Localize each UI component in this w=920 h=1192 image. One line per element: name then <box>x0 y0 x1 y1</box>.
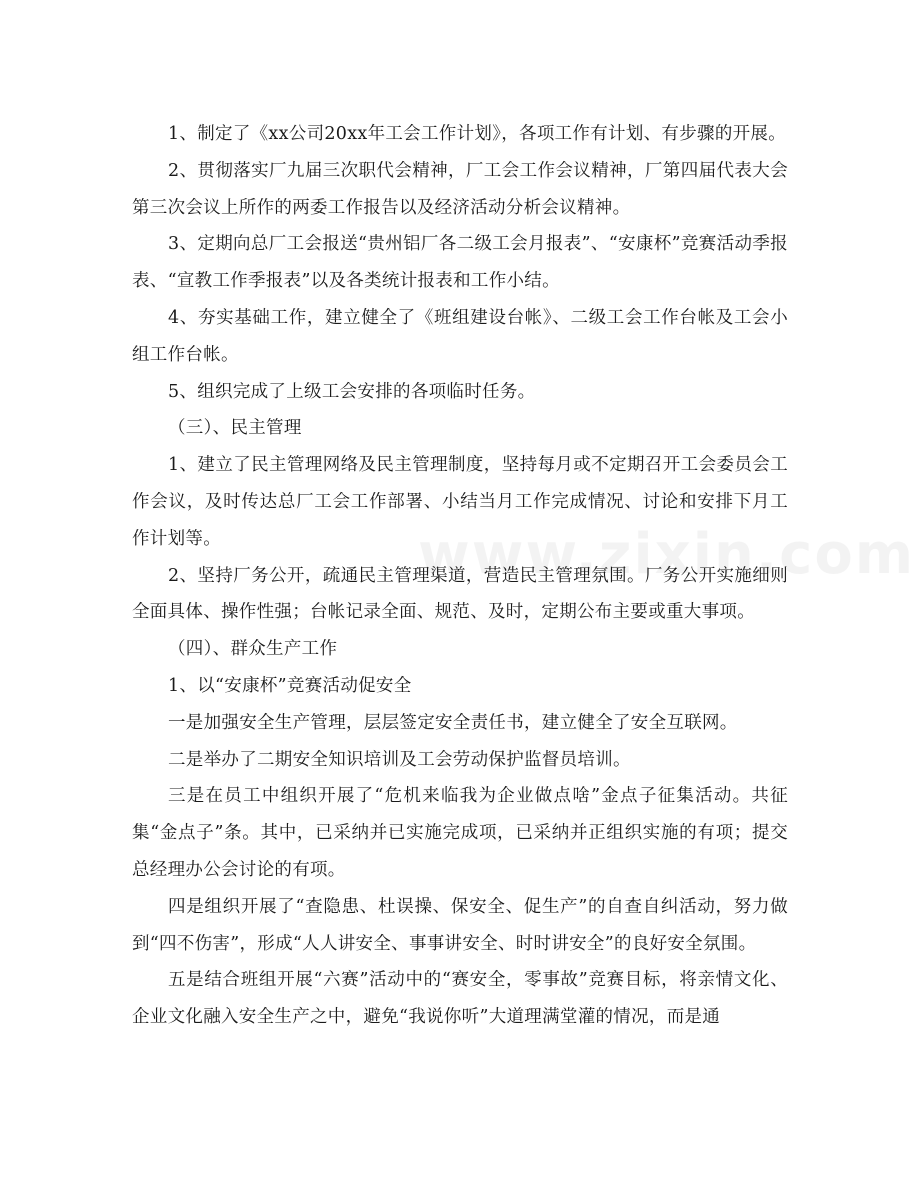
paragraph-2: 2、贯彻落实厂九届三次职代会精神，厂工会工作会议精神，厂第四届代表大会第三次会议上所作的两委工作报告以及经济活动分析会议精神。 <box>132 160 788 218</box>
paragraph-6: 1、建立了民主管理网络及民主管理制度，坚持每月或不定期召开工会委员会工作会议，及时传达总厂工会工作部署、小结当月工作完成情况、讨论和安排下月工作计划等。 <box>132 455 788 549</box>
paragraph-12: 四是组织开展了“查隐患、杜误操、保安全、促生产”的自查自纠活动，努力做到“四不伤害”，形成“人人讲安全、事事讲安全、时时讲安全”的良好安全氛围。 <box>132 896 788 954</box>
paragraph-10: 二是举办了二期安全知识培训及工会劳动保护监督员培训。 <box>168 749 631 770</box>
paragraph-1: 1、制定了《xx公司20xx年工会工作计划》，各项工作有计划、有步骤的开展。 <box>168 124 787 144</box>
paragraph-3: 3、定期向总厂工会报送“贵州铝厂各二级工会月报表”、“安康杯”竞赛活动季报表、“宣教工作季报表”以及各类统计报表和工作小结。 <box>132 234 788 292</box>
paragraph-13: 五是结合班组开展“六赛”活动中的“赛安全，零事故”竞赛目标，将亲情文化、企业文化融入安全生产之中，避免“我说你听”大道理满堂灌的情况，而是通 <box>132 970 788 1028</box>
paragraph-4: 4、夯实基础工作，建立健全了《班组建设台帐》、二级工会工作台帐及工会小组工作台帐。 <box>132 307 788 365</box>
paragraph-11: 三是在员工中组织开展了“危机来临我为企业做点啥”金点子征集活动。共征集“金点子”条。其中，已采纳并已实施完成项，已采纳并正组织实施的有项；提交总经理办公会讨论的有项。 <box>132 786 788 880</box>
paragraph-7: 2、坚持厂务公开，疏通民主管理渠道，营造民主管理氛围。厂务公开实施细则全面具体、操作性强；台帐记录全面、规范、及时，定期公布主要或重大事项。 <box>132 565 788 623</box>
paragraph-8: 1、以“安康杯”竞赛活动促安全 <box>168 675 412 696</box>
section-heading-mass-production: （四）、群众生产工作 <box>168 639 338 660</box>
paragraph-9: 一是加强安全生产管理，层层签定安全责任书，建立健全了安全互联网。 <box>168 712 738 733</box>
paragraph-5: 5、组织完成了上级工会安排的各项临时任务。 <box>168 381 536 402</box>
document-body <box>132 116 788 1036</box>
section-heading-democratic-management: （三）、民主管理 <box>168 418 302 439</box>
